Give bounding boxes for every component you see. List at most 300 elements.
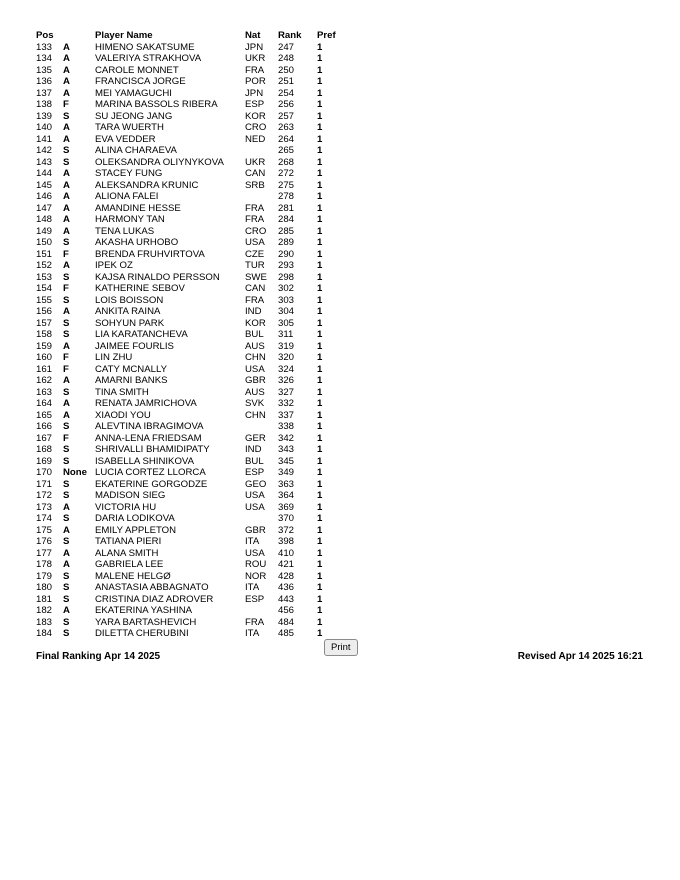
table-row [36, 467, 340, 479]
rank-cell: 319 [278, 340, 295, 352]
type-cell: S [63, 455, 70, 467]
name-cell: LOIS BOISSON [95, 294, 164, 306]
nat-cell: IND [245, 444, 262, 455]
pos-cell: 147 [36, 202, 53, 214]
pos-cell: 150 [36, 237, 53, 248]
pos-cell: 152 [36, 260, 53, 271]
rank-cell: 285 [278, 225, 295, 237]
table-row [36, 617, 340, 629]
name-cell: JAIMEE FOURLIS [95, 340, 174, 352]
type-cell: A [63, 168, 70, 179]
rank-cell: 264 [278, 133, 295, 145]
header-player-name: Player Name [95, 30, 153, 41]
nat-cell: USA [245, 237, 265, 248]
type-cell: A [63, 375, 70, 386]
type-cell: S [63, 317, 70, 329]
pref-cell: 1 [317, 179, 323, 191]
nat-cell [245, 191, 278, 203]
name-cell: HARMONY TAN [95, 214, 165, 225]
rank-cell: 363 [278, 478, 295, 490]
header-rank: Rank [278, 30, 302, 41]
nat-cell: POR [245, 76, 266, 87]
table-row [36, 479, 340, 491]
table-row [36, 410, 340, 422]
nat-cell [245, 513, 278, 525]
pos-cell: 168 [36, 444, 53, 455]
pref-cell: 1 [317, 352, 323, 363]
pos-cell: 134 [36, 53, 53, 64]
name-cell: LIA KARATANCHEVA [95, 329, 188, 340]
name-cell: CRISTINA DIAZ ADROVER [95, 593, 214, 605]
type-cell: F [63, 352, 69, 363]
type-cell: A [63, 53, 70, 64]
pos-cell: 164 [36, 398, 53, 409]
pref-cell: 1 [317, 455, 323, 467]
type-cell: A [63, 191, 70, 202]
name-cell: ISABELLA SHINIKOVA [95, 455, 195, 467]
table-row [36, 329, 340, 341]
type-cell: F [63, 432, 69, 444]
type-cell: F [63, 363, 69, 375]
type-cell: A [63, 225, 70, 237]
nat-cell: CZE [245, 248, 265, 260]
rank-cell: 293 [278, 260, 295, 271]
pos-cell: 165 [36, 409, 53, 421]
rank-cell: 272 [278, 168, 295, 179]
rank-cell: 428 [278, 570, 295, 582]
pref-cell: 1 [317, 306, 323, 317]
pref-cell: 1 [317, 168, 323, 179]
table-row [36, 145, 340, 157]
table-row [36, 76, 340, 88]
pref-cell: 1 [317, 605, 323, 616]
pref-cell: 1 [317, 41, 323, 53]
nat-cell: GBR [245, 375, 266, 386]
name-cell: SOHYUN PARK [95, 317, 165, 329]
rank-cell: 345 [278, 455, 295, 467]
pos-cell: 136 [36, 76, 53, 87]
table-row [36, 53, 340, 65]
name-cell: VALERIYA STRAKHOVA [95, 53, 202, 64]
name-cell: KAJSA RINALDO PERSSON [95, 271, 220, 283]
nat-cell [245, 421, 278, 433]
name-cell: HIMENO SAKATSUME [95, 41, 195, 53]
type-cell: S [63, 294, 70, 306]
pos-cell: 135 [36, 64, 53, 76]
table-row [36, 134, 340, 146]
nat-cell: SVK [245, 398, 265, 409]
table-row [36, 433, 340, 445]
name-cell: MADISON SIEG [95, 490, 166, 501]
nat-cell: FRA [245, 202, 265, 214]
type-cell: S [63, 156, 70, 168]
nat-cell: UKR [245, 156, 266, 168]
type-cell: S [63, 444, 70, 455]
table-row [36, 513, 340, 525]
header-type [63, 30, 95, 42]
pref-cell: 1 [317, 547, 323, 559]
table-row [36, 203, 340, 215]
type-cell: A [63, 306, 70, 317]
type-cell: S [63, 145, 70, 156]
name-cell: AKASHA URHOBO [95, 237, 179, 248]
pos-cell: 142 [36, 145, 53, 156]
table-row [36, 421, 340, 433]
table-row [36, 122, 340, 134]
name-cell: ANNA-LENA FRIEDSAM [95, 432, 202, 444]
name-cell: KATHERINE SEBOV [95, 283, 185, 294]
table-row [36, 341, 340, 353]
table-row [36, 364, 340, 376]
rank-cell: 303 [278, 294, 295, 306]
table-row [36, 260, 340, 272]
rank-cell: 326 [278, 375, 295, 386]
rank-cell: 250 [278, 64, 295, 76]
rank-cell: 369 [278, 501, 295, 513]
name-cell: MEI YAMAGUCHI [95, 87, 172, 99]
pref-cell: 1 [317, 202, 323, 214]
nat-cell: SWE [245, 271, 267, 283]
nat-cell: ITA [245, 536, 260, 547]
pref-cell: 1 [317, 340, 323, 352]
table-row [36, 444, 340, 456]
table-row [36, 111, 340, 123]
type-cell: S [63, 582, 70, 593]
table-row [36, 157, 340, 169]
pref-cell: 1 [317, 237, 323, 248]
rank-cell: 338 [278, 421, 295, 432]
pos-cell: 160 [36, 352, 53, 363]
nat-cell: GER [245, 432, 266, 444]
table-row [36, 525, 340, 537]
type-cell: A [63, 64, 70, 76]
nat-cell: FRA [245, 214, 265, 225]
name-cell: AMARNI BANKS [95, 375, 168, 386]
pos-cell: 139 [36, 110, 53, 122]
rank-cell: 421 [278, 559, 295, 570]
pref-cell: 1 [317, 628, 323, 639]
rank-cell: 257 [278, 110, 295, 122]
pos-cell: 154 [36, 283, 53, 294]
type-cell: A [63, 214, 70, 225]
pref-cell: 1 [317, 271, 323, 283]
pref-cell: 1 [317, 444, 323, 455]
pos-cell: 161 [36, 363, 53, 375]
nat-cell: TUR [245, 260, 265, 271]
nat-cell: BUL [245, 329, 264, 340]
name-cell: LUCIA CORTEZ LLORCA [95, 467, 206, 478]
name-cell: TINA SMITH [95, 386, 149, 398]
rank-cell: 247 [278, 41, 295, 53]
nat-cell: JPN [245, 87, 264, 99]
rank-cell: 327 [278, 386, 295, 398]
header-nat: Nat [245, 30, 261, 41]
name-cell: DARIA LODIKOVA [95, 513, 175, 524]
pos-cell: 141 [36, 133, 53, 145]
table-row [36, 536, 340, 548]
rank-cell: 278 [278, 191, 295, 202]
table-row [36, 502, 340, 514]
type-cell: S [63, 570, 70, 582]
pos-cell: 181 [36, 593, 53, 605]
pos-cell: 157 [36, 317, 53, 329]
pref-cell: 1 [317, 156, 323, 168]
type-cell: A [63, 41, 70, 53]
table-row [36, 352, 340, 364]
name-cell: TENA LUKAS [95, 225, 155, 237]
table-row [36, 249, 340, 261]
pref-cell: 1 [317, 501, 323, 513]
nat-cell [245, 605, 278, 617]
name-cell: ANASTASIA ABBAGNATO [95, 582, 209, 593]
rank-cell: 284 [278, 214, 295, 225]
pos-cell: 162 [36, 375, 53, 386]
pos-cell: 182 [36, 605, 53, 616]
nat-cell: ROU [245, 559, 267, 570]
type-cell: S [63, 386, 70, 398]
table-row [36, 180, 340, 192]
name-cell: SU JEONG JANG [95, 110, 173, 122]
nat-cell: GBR [245, 524, 266, 536]
pref-cell: 1 [317, 421, 323, 432]
name-cell: TARA WUERTH [95, 122, 164, 133]
name-cell: SHRIVALLI BHAMIDIPATY [95, 444, 210, 455]
table-header-row [36, 30, 340, 42]
name-cell: LIN ZHU [95, 352, 133, 363]
print-button[interactable]: Print [324, 639, 358, 656]
table-row [36, 387, 340, 399]
table-row [36, 237, 340, 249]
type-cell: A [63, 524, 70, 536]
nat-cell: UKR [245, 53, 266, 64]
rank-cell: 343 [278, 444, 295, 455]
table-row [36, 42, 340, 54]
type-cell: S [63, 478, 70, 490]
pref-cell: 1 [317, 616, 323, 628]
pos-cell: 172 [36, 490, 53, 501]
rank-cell: 337 [278, 409, 295, 421]
pos-cell: 184 [36, 628, 53, 639]
pref-cell: 1 [317, 260, 323, 271]
pos-cell: 143 [36, 156, 53, 168]
table-row [36, 375, 340, 387]
nat-cell: ITA [245, 628, 260, 639]
rank-cell: 332 [278, 398, 295, 409]
name-cell: ANKITA RAINA [95, 306, 161, 317]
name-cell: XIAODI YOU [95, 409, 151, 421]
pref-cell: 1 [317, 122, 323, 133]
pos-cell: 170 [36, 467, 53, 478]
pos-cell: 148 [36, 214, 53, 225]
type-cell: S [63, 628, 70, 639]
table-row [36, 306, 340, 318]
type-cell: S [63, 421, 70, 432]
final-ranking-label: Final Ranking Apr 14 2025 [36, 651, 161, 662]
name-cell: ALIONA FALEI [95, 191, 159, 202]
pos-cell: 169 [36, 455, 53, 467]
type-cell: A [63, 133, 70, 145]
pos-cell: 171 [36, 478, 53, 490]
header-pref: Pref [317, 30, 336, 41]
rank-cell: 265 [278, 145, 295, 156]
type-cell: A [63, 547, 70, 559]
rank-cell: 436 [278, 582, 295, 593]
nat-cell: CAN [245, 283, 266, 294]
pref-cell: 1 [317, 513, 323, 524]
rank-cell: 302 [278, 283, 295, 294]
pref-cell: 1 [317, 64, 323, 76]
table-row [36, 295, 340, 307]
pos-cell: 137 [36, 87, 53, 99]
pos-cell: 138 [36, 99, 53, 110]
nat-cell: USA [245, 547, 265, 559]
pref-cell: 1 [317, 432, 323, 444]
pref-cell: 1 [317, 570, 323, 582]
pos-cell: 158 [36, 329, 53, 340]
nat-cell: CRO [245, 225, 267, 237]
nat-cell: JPN [245, 41, 264, 53]
name-cell: EMILY APPLETON [95, 524, 177, 536]
pref-cell: 1 [317, 329, 323, 340]
table-row [36, 272, 340, 284]
nat-cell: FRA [245, 64, 265, 76]
pos-cell: 153 [36, 271, 53, 283]
rank-cell: 254 [278, 87, 295, 99]
name-cell: MARINA BASSOLS RIBERA [95, 99, 218, 110]
table-row [36, 168, 340, 180]
pos-cell: 156 [36, 306, 53, 317]
nat-cell: FRA [245, 616, 265, 628]
rank-cell: 342 [278, 432, 295, 444]
nat-cell: KOR [245, 110, 266, 122]
pos-cell: 183 [36, 616, 53, 628]
pos-cell: 176 [36, 536, 53, 547]
pref-cell: 1 [317, 386, 323, 398]
table-row [36, 456, 340, 468]
nat-cell: SRB [245, 179, 265, 191]
nat-cell: BUL [245, 455, 264, 467]
pref-cell: 1 [317, 593, 323, 605]
pref-cell: 1 [317, 133, 323, 145]
name-cell: EKATERINE GORGODZE [95, 478, 208, 490]
rank-cell: 410 [278, 547, 295, 559]
nat-cell: CRO [245, 122, 267, 133]
name-cell: EVA VEDDER [95, 133, 156, 145]
pref-cell: 1 [317, 294, 323, 306]
rank-cell: 324 [278, 363, 295, 375]
pos-cell: 167 [36, 432, 53, 444]
pos-cell: 174 [36, 513, 53, 524]
nat-cell: USA [245, 501, 265, 513]
rank-cell: 251 [278, 76, 295, 87]
type-cell: A [63, 605, 70, 616]
pos-cell: 166 [36, 421, 53, 432]
rank-cell: 263 [278, 122, 295, 133]
pref-cell: 1 [317, 398, 323, 409]
nat-cell: AUS [245, 340, 265, 352]
name-cell: GABRIELA LEE [95, 559, 164, 570]
name-cell: VICTORIA HU [95, 501, 157, 513]
nat-cell: USA [245, 490, 265, 501]
name-cell: DILETTA CHERUBINI [95, 628, 189, 639]
pref-cell: 1 [317, 99, 323, 110]
pref-cell: 1 [317, 317, 323, 329]
nat-cell: KOR [245, 317, 266, 329]
pos-cell: 177 [36, 547, 53, 559]
pref-cell: 1 [317, 145, 323, 156]
nat-cell: ITA [245, 582, 260, 593]
name-cell: TATIANA PIERI [95, 536, 162, 547]
table-row [36, 88, 340, 100]
rank-cell: 289 [278, 237, 295, 248]
pref-cell: 1 [317, 363, 323, 375]
rank-cell: 281 [278, 202, 295, 214]
nat-cell: CAN [245, 168, 266, 179]
name-cell: CAROLE MONNET [95, 64, 179, 76]
type-cell: S [63, 237, 70, 248]
nat-cell: IND [245, 306, 262, 317]
rank-cell: 485 [278, 628, 295, 639]
table-row [36, 191, 340, 203]
name-cell: ALEKSANDRA KRUNIC [95, 179, 199, 191]
pref-cell: 1 [317, 283, 323, 294]
pos-cell: 144 [36, 168, 53, 179]
rank-cell: 304 [278, 306, 295, 317]
pos-cell: 175 [36, 524, 53, 536]
pref-cell: 1 [317, 76, 323, 87]
name-cell: OLEKSANDRA OLIYNYKOVA [95, 156, 224, 168]
type-cell: A [63, 559, 70, 570]
name-cell: MALENE HELGØ [95, 570, 171, 582]
rank-cell: 248 [278, 53, 295, 64]
name-cell: YARA BARTASHEVICH [95, 616, 197, 628]
rank-cell: 305 [278, 317, 295, 329]
rank-cell: 268 [278, 156, 295, 168]
type-cell: A [63, 179, 70, 191]
pref-cell: 1 [317, 53, 323, 64]
rank-cell: 370 [278, 513, 295, 524]
pos-cell: 179 [36, 570, 53, 582]
pos-cell: 133 [36, 41, 53, 53]
name-cell: ALINA CHARAEVA [95, 145, 177, 156]
nat-cell: CHN [245, 352, 266, 363]
pos-cell: 146 [36, 191, 53, 202]
type-cell: A [63, 409, 70, 421]
pos-cell: 140 [36, 122, 53, 133]
pos-cell: 145 [36, 179, 53, 191]
pref-cell: 1 [317, 559, 323, 570]
name-cell: BRENDA FRUHVIRTOVA [95, 248, 205, 260]
nat-cell: GEO [245, 478, 267, 490]
name-cell: ALANA SMITH [95, 547, 159, 559]
rank-cell: 398 [278, 536, 295, 547]
table-row [36, 214, 340, 226]
nat-cell: NED [245, 133, 266, 145]
nat-cell: ESP [245, 593, 265, 605]
pref-cell: 1 [317, 409, 323, 421]
table-row [36, 571, 340, 583]
pref-cell: 1 [317, 375, 323, 386]
nat-cell: ESP [245, 467, 265, 478]
rank-cell: 443 [278, 593, 295, 605]
rank-cell: 290 [278, 248, 295, 260]
pref-cell: 1 [317, 248, 323, 260]
type-cell: F [63, 283, 69, 294]
pos-cell: 173 [36, 501, 53, 513]
type-cell: S [63, 329, 70, 340]
pos-cell: 163 [36, 386, 53, 398]
pref-cell: 1 [317, 87, 323, 99]
